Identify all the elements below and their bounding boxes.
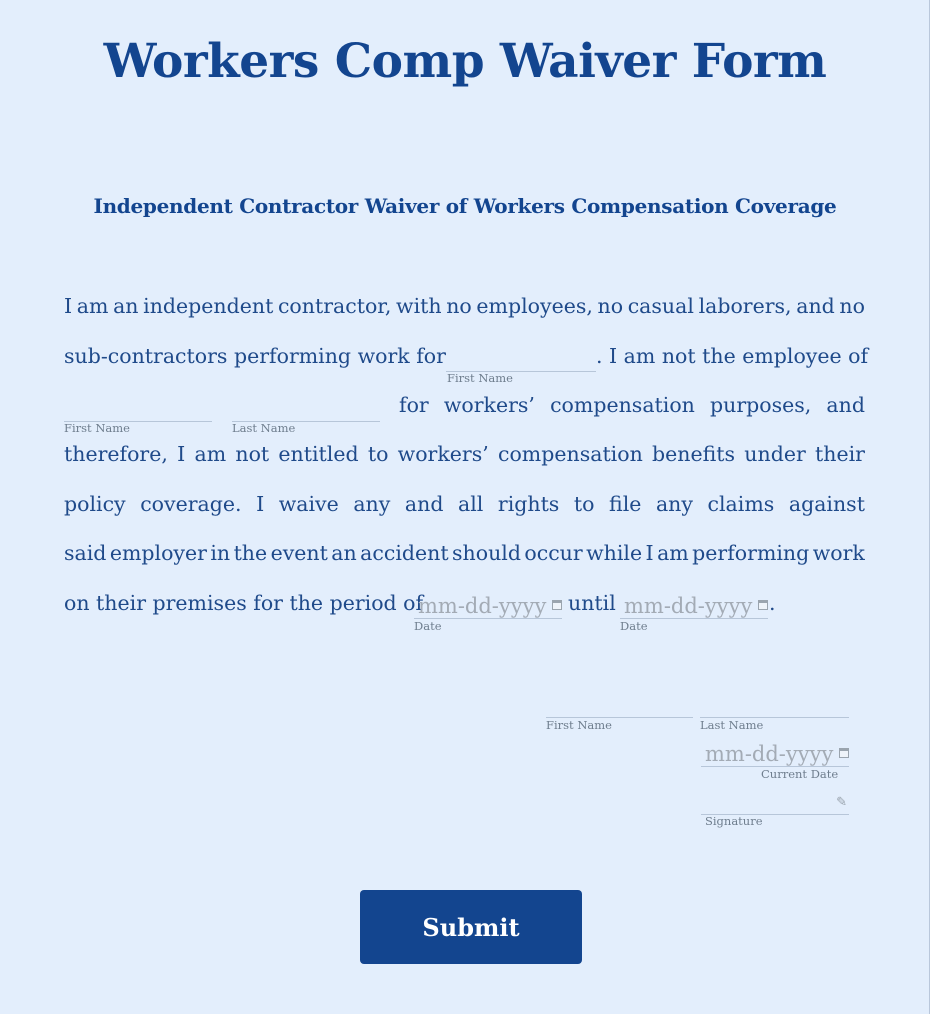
paragraph-word: said (64, 541, 107, 565)
paragraph-word: contractor, (277, 294, 392, 318)
calendar-icon[interactable] (758, 600, 768, 610)
field-label: First Name (447, 371, 513, 385)
paragraph-word: not (235, 442, 270, 466)
paragraph-line-2-end (596, 344, 869, 368)
paragraph-word: any (655, 492, 693, 516)
date-placeholder: mm-dd-yyyy (705, 742, 834, 766)
paragraph-word: against (788, 492, 865, 516)
paragraph-word: an (331, 541, 357, 565)
signature-input[interactable] (701, 790, 849, 815)
field-label: Signature (705, 814, 763, 828)
paragraph-word: workers’ (397, 442, 489, 466)
paragraph-text: until (568, 591, 616, 615)
paragraph-word: casual (627, 294, 694, 318)
paragraph-word: waive (278, 492, 339, 516)
paragraph-word: purposes, (710, 393, 812, 417)
paragraph-word: and (404, 492, 444, 516)
paragraph-word: performing (692, 541, 810, 565)
paragraph-word: with (396, 294, 442, 318)
paragraph-text: . I am not the employee of (596, 344, 869, 368)
paragraph-word: therefore, (64, 442, 168, 466)
paragraph-word: coverage. (140, 492, 242, 516)
paragraph-word: I (177, 442, 186, 466)
paragraph-word: compensation (550, 393, 695, 417)
paragraph-word: independent (143, 294, 274, 318)
page-title: Workers Comp Waiver Form (103, 34, 827, 89)
field-label: First Name (546, 718, 612, 732)
paragraph-word: entitled (278, 442, 359, 466)
paragraph-word: accident (360, 541, 449, 565)
paragraph-line-3 (399, 393, 865, 417)
paragraph-word: to (573, 492, 595, 516)
signer-first-name-input[interactable] (546, 693, 693, 718)
field-label: First Name (64, 421, 130, 435)
date-placeholder: mm-dd-yyyy (624, 594, 753, 618)
paragraph-word: I (64, 294, 73, 318)
paragraph-word: am (194, 442, 227, 466)
employee-last-name-input[interactable] (232, 397, 380, 422)
paragraph-word: employer (109, 541, 207, 565)
start-date-input[interactable] (414, 594, 562, 619)
paragraph-word: the (233, 541, 268, 565)
paragraph-word: work (812, 541, 865, 565)
paragraph-word: for (399, 393, 429, 417)
paragraph-word: no (446, 294, 472, 318)
paragraph-word: an (113, 294, 139, 318)
paragraph-word: rights (497, 492, 560, 516)
paragraph-word: employees, (476, 294, 593, 318)
paragraph-word: I (256, 492, 265, 516)
field-label: Date (620, 619, 648, 633)
paragraph-word: file (609, 492, 642, 516)
paragraph-text: sub-contractors performing work for (64, 344, 446, 368)
paragraph-text: on their premises for the period of (64, 591, 424, 615)
paragraph-period (769, 591, 789, 615)
paragraph-word: occur (524, 541, 583, 565)
paragraph-word: any (353, 492, 391, 516)
paragraph-word: I (645, 541, 654, 565)
paragraph-line-6 (64, 541, 865, 565)
employee-first-name-input[interactable] (64, 397, 212, 422)
form-subtitle: Independent Contractor Waiver of Workers Compensation Coverage (93, 194, 837, 218)
paragraph-word: while (586, 541, 643, 565)
paragraph-word: and (826, 393, 865, 417)
employer-first-name-input[interactable] (446, 347, 596, 372)
paragraph-word: no (839, 294, 865, 318)
paragraph-word: should (452, 541, 521, 565)
end-date-input[interactable] (620, 594, 768, 619)
paragraph-word: under (744, 442, 806, 466)
paragraph-line-1 (64, 294, 865, 318)
submit-button[interactable]: Submit (360, 890, 582, 964)
paragraph-word: to (367, 442, 389, 466)
paragraph-word: all (458, 492, 484, 516)
field-label: Current Date (761, 767, 839, 781)
paragraph-word: no (597, 294, 624, 318)
calendar-icon[interactable] (839, 748, 849, 758)
paragraph-until (568, 591, 618, 615)
calendar-icon[interactable] (552, 600, 562, 610)
paragraph-text: . (769, 591, 776, 615)
paragraph-word: and (796, 294, 835, 318)
field-label: Last Name (700, 718, 764, 732)
paragraph-word: benefits (652, 442, 736, 466)
date-placeholder: mm-dd-yyyy (418, 594, 547, 618)
paragraph-word: compensation (497, 442, 643, 466)
paragraph-word: claims (707, 492, 775, 516)
paragraph-word: am (76, 294, 109, 318)
pen-icon[interactable]: ✎ (836, 795, 847, 810)
paragraph-line-5 (64, 492, 865, 516)
paragraph-word: am (657, 541, 689, 565)
paragraph-word: in (210, 541, 231, 565)
paragraph-word: laborers, (698, 294, 792, 318)
paragraph-word: workers’ (443, 393, 535, 417)
current-date-input[interactable] (701, 742, 849, 767)
paragraph-word: event (270, 541, 328, 565)
signer-last-name-input[interactable] (700, 693, 849, 718)
paragraph-line-4 (64, 442, 865, 466)
field-label: Date (414, 619, 442, 633)
paragraph-word: policy (64, 492, 126, 516)
paragraph-word: their (815, 442, 865, 466)
field-label: Last Name (232, 421, 296, 435)
